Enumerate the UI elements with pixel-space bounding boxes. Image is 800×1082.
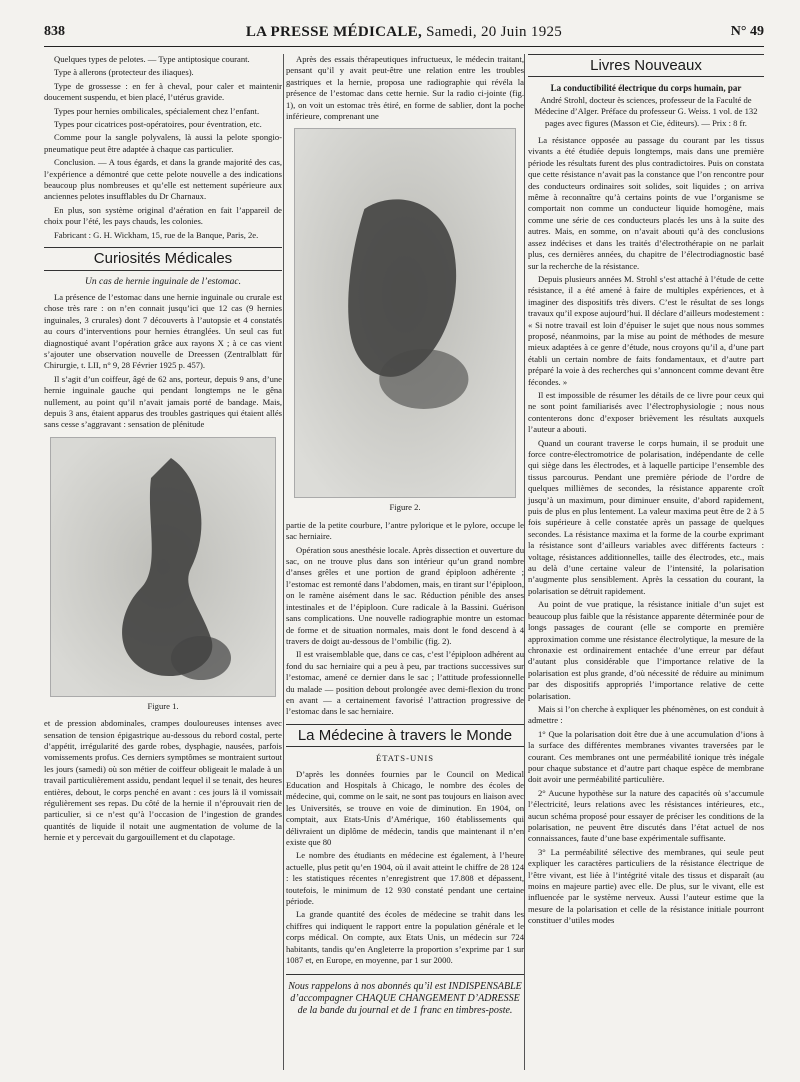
paragraph: Le nombre des étudiants en médecine est également, à l’heure actuelle, plus petit qu’en 1904, où il avait atteint le chiffre de 28 124 : les statistiques récentes n’enregistrent que 17.808 et dépassent, toutefois, le minimum de 12 930 constaté pendant une certaine période. <box>286 850 524 907</box>
paragraph: La présence de l’estomac dans une hernie inguinale ou crurale est chose très rare : on n’en connait jusqu’ici que 12 cas (9 hernies inguinales, 3 crurales) dont 7 découverts à l’autopsie et 4 constatés au cours d’interventions pour hernies étranglées. Un seul cas fut diagnostiqué avant l’opération grâce aux rayons X ; à ce cas vient s’ajouter une observation nouvelle de Dreessen (Zentralblatt für Chirurgie, t. LII, n° 9, 28 Février 1925 p. 457). <box>44 291 282 371</box>
manufacturer-signature: Fabricant : G. H. Wickham, 15, rue de la Banque, Paris, 2e. <box>54 229 259 240</box>
article-subtitle: Un cas de hernie inguinale de l’estomac. <box>85 276 241 287</box>
column-1 <box>44 54 282 846</box>
paragraph: Mais si l’on cherche à expliquer les phénomènes, on est conduit à admettre : <box>528 703 764 726</box>
column-2 <box>286 54 524 1017</box>
section-title-curiosites: Curiosités Médicales <box>44 247 282 270</box>
page-number: 8​3​8 <box>44 24 65 39</box>
section-title-livres: Livres Nouveaux <box>528 54 764 77</box>
issue-number: N° 49 <box>730 24 764 39</box>
paragraph: D’après les données fournies par le Council on Medical Education and Hospitals à Chicago, le nombre des écoles de médecine, qui, comme on le sait, ne sont pas toujours en liaison avec les Universités, se trouve en voie de diminution. En 1904, on comptait, aux Etats-Unis d’Amérique, 160 établissements qui délivraient un diplôme de médecin, tandis que maintenant il n’en existe que 80 <box>286 768 524 847</box>
column-3 <box>528 54 764 929</box>
figure-1-caption: Figure 1. <box>147 700 179 711</box>
paragraph: Il est vraisemblable que, dans ce cas, c’est l’épiploon adhérent au fond du sac herniaire qui a peu à peu, par tractions successives sur l’estomac, amené ce dernier dans le sac ; l’attitude professionnelle du malade — position debout prolongée avec demi-flexion du tronc en avant — a certainement favorisé l’attraction progressive de l’estomac dans le sac herniaire. <box>286 649 524 717</box>
paragraph: Types pour hernies ombilicales, spécialement chez l’enfant. <box>54 105 260 116</box>
paragraph: Types pour cicatrices post-opératoires, pour éventration, etc. <box>54 119 262 130</box>
column-divider-2 <box>524 54 525 1070</box>
paragraph: Il s’agit d’un coiffeur, âgé de 62 ans, porteur, depuis 9 ans, d’une hernie inguinale gauche qui pendant longtemps ne le gêna nullement, au point qu’il n’avait jamais porté de bandage. Mais, depuis 3 ans, étaient apparus des troubles gastriques qui étaient allés sans cesse s’aggravant : sensation de plénitude <box>44 373 282 430</box>
book-title: La conductibilité électrique du corps humain, par <box>550 83 742 94</box>
paragraph: Depuis plusieurs années M. Strohl s’est attaché à l’étude de cette résistance, il a été amené à faire de multiples expériences, et à imaginer des dispositifs très divers. C’est le résultat de ses longs travaux qu’il expose aujourd’hui. Il déclare d’ailleurs modestement : « Si notre travail est loin d’épuiser le sujet que nous nous sommes proposé, néanmoins, par la mise au point de méthodes de mesure mieux adaptées à ce genre d’étude, nous croyons qu’il a, d’une part établi un certain nombre de faits fondamentaux, et d’autre part préparé la voie à des recherches qui s’annoncent comme devant être fécondes. » <box>528 273 765 387</box>
figure-1-radiograph <box>50 437 276 697</box>
issue-date: Samedi, 20 Juin 1925 <box>426 24 563 40</box>
journal-title <box>44 24 764 41</box>
subscriber-notice: Nous rappelons à nos abonnés qu’il est INDISPENSABLE d’accompagner CHAQUE CHANGEMENT D’ADRESSE de la bande du journal et de 1 franc en timbres-poste. <box>286 974 524 1017</box>
section-title-medecine-monde: La Médecine à travers le Monde <box>286 724 524 747</box>
paragraph: La grande quantité des écoles de médecine se trahit dans les chiffres qui indiquent le rapport entre la population générale et le corps médical. On compte, aux Etats Unis, un médecin sur 724 habitants, tandis qu’en Angleterre la proportion s’exprime par 1 sur 1087 et, en Europe, en moyenne, par 1 sur 2000. <box>286 909 524 966</box>
paragraph: La résistance opposée au passage du courant par les tissus vivants a été étudiée depuis longtemps, mais dans une première période les résultats furent des plus contradictoires. Puis on constata que cette résistance n’avait pas la constance que l’on rencontre pour des conducteurs ordinaires soit solides, soit liquides ; on arriva même à reconnaître qu’à certains points de vue l’organisme se comportait non comme un conducteur liquide homogène, mais comme une série de ces conducteurs placés les uns à la suite des autres. Mais, en somme, on n’avait abouti qu’à des conclusions assez indécises et dans les traités d’électrothérapie on ne parlait plus, ces dernières années, du chapitre de l’électrodiagnostic basé sur la recherche de la résistance. <box>528 135 764 271</box>
paragraph: 2° Aucune hypothèse sur la nature des capacités où s’accumule l’électricité, leurs relations avec les résistances intérieures, etc., aucun schéma proposé pour essayer de préciser les conditions de la polarisation, ne peuvent être discutés dans l’état actuel de nos connaissances, faute d’une base expérimentale suffisante. <box>528 787 764 844</box>
radiograph-image <box>295 129 515 497</box>
radiograph-image <box>51 438 275 696</box>
paragraph: Opération sous anesthésie locale. Après dissection et ouverture du sac, on ne trouve plus dans son intérieur qu’un grand nombre d’anses grêles et une portion de grand épiploon adhérente ; l’estomac est remonté dans l’abdomen, mais, en tirant sur l’épiploon, on le ramène aisément dans le sac. Réduction pénible des anses intestinales et de l’épiploon. Cure radicale à la Bassini. Guérison sans complications. Une nouvelle radiographie montre un estomac de forme et de situation normales, mais dont le fond descend à 4 travers de doigt au-dessous de l’ombilic (fig. 2). <box>286 544 524 646</box>
figure-2-caption: Figure 2. <box>389 502 421 513</box>
paragraph: 1° Que la polarisation doit être due à une accumulation d’ions à la surface des différentes membranes vivantes traversées par le courant. Ces membranes ont une perméabilité ionique très inégale pour chaque substance et d’autre part chaque espèce de membrane doit avoir une perméabilité particulière. <box>528 728 764 785</box>
paragraph: Au point de vue pratique, la résistance initiale d’un sujet est beaucoup plus faible que la résistance apparente déterminée pour de longs passages de courant (elle se comporte en première approximation comme une résistance électrolytique, la mesure de la chronaxie est ordinairement entachée d’une erreur par défaut d’autant plus considérable que l’importance relative de la polarisation est plus grande, d’où nécessité de réduire au minimum par des dispositifs appropriés l’importance relative de cette polarisation. <box>528 599 764 701</box>
paragraph: Quand un courant traverse le corps humain, il se produit une force contre-électromotrice de polarisation, indépendante de celle qui siège dans les électrodes, et à laquelle participe l’ensemble des tissus parcourus. Pendant une première période de l’ordre de quelques millièmes de secondes, la résistance apparente croît jusqu’à un maximum, pour diminuer ensuite, d’abord rapidement, puis de plus en plus lentement. La valeur maxima peut être de 2 à 5 fois supérieure à celle constatée après un passage de quelques secondes. La résistance maxima et la forme de la courbe exprimant la résistance sont d’ailleurs variables avec différents facteurs : voltage, résistances additionnelles, taille des électrodes, etc., mais au delà d’une certaine valeur de l’intensité, la polarisation n’augmente plus sensiblement. Après la cessation du courant, la polarisation se détruit rapidement. <box>528 437 764 596</box>
country-heading: ÉTATS-UNIS <box>375 753 434 764</box>
book-info: André Strohl, docteur ès sciences, professeur de la Faculté de Médecine d’Alger. Préface du professeur G. Weiss. 1 vol. de 132 pages avec figures (Masson et Cie, éditeurs). — Prix : 8 fr. <box>534 94 758 128</box>
paragraph: Type à allerons (protecteur des iliaques). <box>54 67 194 78</box>
paragraph: Quelques types de pelotes. — Type antiptosique courant. <box>54 54 250 64</box>
column-divider-1 <box>283 54 284 1070</box>
page-header <box>44 16 764 47</box>
paragraph: partie de la petite courbure, l’antre pylorique et le pylore, occupe le sac herniaire. <box>286 519 524 542</box>
paragraph: et de pression abdominales, crampes douloureuses intenses avec sensation de tension épigastrique au-dessous du rebord costal, perte d’appétit, irrégularité des garde robes, dysphagie, nausées, parfois vomissements profus. Ces derniers symptômes se montraient surtout les jours (samedi) où son métier de coiffeur obligeait le malade à un travail particulièrement assidu, pendant lequel il se tenait, des heures entières, debout, le corps penché en avant : ces jours là il vomissait régulièrement ses repas. Du côté de la hernie il n’éprouvait rien de particulier, si ce n’est qu’à l’occasion de l’ingestion de grandes quantités de liquide il notait une augmentation de volume de la hernie et y percevait du gargouillement et du clapotage. <box>44 718 282 843</box>
paragraph: Comme pour la sangle polyvalens, là aussi la pelote spongio-pneumatique peut être adaptée à chaque cas particulier. <box>44 132 282 154</box>
paragraph: Type de grossesse : en fer à cheval, pour caler et maintenir doucement suspendu, et bien placé, l’utérus gravide. <box>44 80 282 103</box>
paragraph: En plus, son système original d’aération en fait l’appareil de choix pour l’été, les pays chauds, les colonies. <box>44 204 282 227</box>
paragraph: Après des essais thérapeutiques infructueux, le médecin traitant, pensant qu’il y avait peut-être une relation entre les troubles gastriques et la hernie, proposa une radiographie qui révéla la présence de l’estomac dans cette hernie. Sur la radio ci-jointe (fig. 1), on voit un estomac très étiré, en forme de sablier, dont la poche inférieure, comprenant une <box>286 54 524 122</box>
journal-name: LA PRESSE MÉDICALE, <box>245 24 423 40</box>
figure-2-radiograph <box>294 128 516 498</box>
paragraph: 3° La perméabilité sélective des membranes, qui seule peut expliquer les caractères particuliers de la résistance électrique de l’être vivant, est liée à l’intégrité vitale des tissus et disparaît (au moins en majeure partie) avec elle. De plus, sur le vivant, elle est influencée par le système nerveux. Aussi l’auteur estime que la mesure de la polarisation et celle de la résistance initiale pourront constituer d’utiles modes <box>528 846 764 926</box>
paragraph: Il est impossible de résumer les détails de ce livre pour ceux qui ne sont point familiarisés avec l’électrophysiologie ; nous nous contenterons donc d’exposer brièvement les résultats auxquels l’auteur a abouti. <box>528 389 764 435</box>
paragraph: Conclusion. — A tous égards, et dans la grande majorité des cas, l’expérience a démontré que cette pelote nouvelle a des indications beaucoup plus nombreuses et qu’elle est nettement supérieure aux anciennes pelotes insufflables du Dr Charnaux. <box>44 157 282 202</box>
